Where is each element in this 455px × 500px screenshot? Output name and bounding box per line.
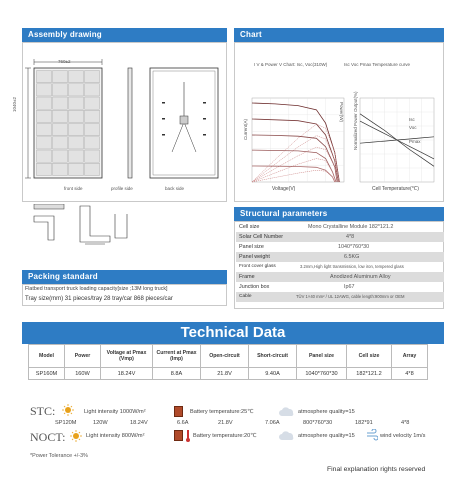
solar-cell [53,97,68,109]
iv-xlabel: Voltage(V) [272,186,296,192]
sun-icon [70,430,82,442]
solar-cell [53,163,68,175]
solar-cell [85,137,100,149]
solar-cell [53,84,68,96]
solar-cell [69,110,84,122]
stc-value-panel: 800*760*30 [303,420,333,426]
stc-atmosphere: atmosphere quality=15 [298,409,355,415]
solar-cell [53,71,68,83]
thermometer-icon [185,430,191,442]
noct-label: NOCT: [30,430,66,444]
solar-cell [85,150,100,162]
solar-cell [69,137,84,149]
stc-value-imp: 6.6A [177,420,189,426]
chart-header: Chart [234,28,444,42]
table-header-row: Model Power Voltage at Pmax (Vmp) Current at Pmax (Imp) Open-circuit Short-circuit Panel size Cell size Array [29,345,428,368]
table-row: Front cover glass 3.2mm,High light transmission, low iron, tempered glass [239,264,404,269]
frame-detail-drawings [30,204,140,254]
packing-line2: Tray size(mm) 31 pieces/tray 28 tray/car 868 pieces/car [25,296,173,302]
iv-y2label: Power(W) [339,102,344,122]
legend-voc: Voc [409,125,417,130]
cloud-icon [278,431,296,441]
solar-cell [69,84,84,96]
solar-cell [69,97,84,109]
iv-ylabel: Current(A) [243,118,248,140]
table-row: Frame Anodized Aluminum Alloy [236,272,444,282]
solar-cell [85,163,100,175]
assembly-drawing [22,42,227,202]
stc-value-vmp: 18.24V [130,420,148,426]
assembly-header: Assembly drawing [22,28,227,42]
solar-cell [37,150,52,162]
solar-cell [69,71,84,83]
iv-power-chart [234,42,444,202]
solar-cell [37,124,52,136]
technical-data-title: Technical Data [22,322,444,344]
temp-xlabel: Cell Temperature(℃) [372,186,419,192]
technical-data-table [28,344,428,380]
battery-icon [174,406,183,417]
table-row: Panel weight 6.5KG [236,252,444,262]
profile-side-label: profile side [111,186,133,191]
stc-value-isc: 7.06A [265,420,280,426]
power-tolerance-note: *Power Tolerance +/-3% [30,453,88,459]
solar-cell [69,124,84,136]
stc-light-intensity: Light intensity 1000W/m² [84,409,146,415]
stc-label: STC: [30,404,56,418]
packing-header: Packing standard [22,270,227,284]
table-row: SP160M 160W 18.24V 8.8A 21.8V 9.40A 1040*760*30 182*121.2 4*8 [29,368,428,380]
structural-header: Structural parameters [234,207,444,221]
solar-cell [37,137,52,149]
solar-cell [53,137,68,149]
solar-cell [85,110,100,122]
stc-value-cell: 182*91 [355,420,373,426]
noct-battery-temp: Battery temperature:20℃ [193,433,257,439]
stc-value-power: 120W [93,420,108,426]
rights-reserved-note: Final explanation rights reserved [327,466,426,473]
solar-cell [69,150,84,162]
solar-cell [85,71,100,83]
solar-cell [37,84,52,96]
noct-wind-velocity: wind velocity 1m/s [380,433,426,439]
stc-value-array: 4*8 [401,420,410,426]
height-dimension-label: 1040±2 [12,97,17,112]
solar-cell [37,97,52,109]
solar-cell [85,84,100,96]
cloud-icon [278,407,296,417]
stc-value-model: SP120M [55,420,77,426]
solar-cell [37,163,52,175]
solar-cell [37,71,52,83]
table-row: Panel size 1040*760*30 [239,244,370,250]
stc-value-voc: 21.8V [218,420,233,426]
iv-plot-frame [252,98,344,182]
table-row: Cable TÜV 1×40 mm² / UL 12AWG, cable length:900mm or OEM [236,292,444,302]
solar-cell [85,97,100,109]
width-dimension-label: 760±2 [58,59,71,64]
solar-cell [53,124,68,136]
legend-pmax: Pmax [409,139,421,144]
stc-battery-temp: Battery temperature:25℃ [190,409,254,415]
iv-chart-caption: I V & Power V Chart: Isc, Voc(310W) [254,62,328,67]
solar-cell [37,110,52,122]
back-side-label: back side [165,186,185,191]
packing-line1: Flatbed transport truck loading capacity[size ;13M long truck] [25,286,168,292]
temp-chart-caption: Isc Voc Pmax Temperature curve [344,62,410,67]
solar-cell [53,150,68,162]
table-row: Cell size Mono Crystalline Module 182*121.2 [239,224,394,230]
legend-isc: Isc [409,117,415,122]
noct-light-intensity: Light intensity 800W/m² [86,433,145,439]
table-row: Solar Cell Number 4*8 [236,232,444,242]
battery-icon [174,430,183,441]
temp-ylabel: Normalized Power Output(%) [353,91,358,150]
noct-atmosphere: atmosphere quality=15 [298,433,355,439]
table-row: Junction box Ip67 [239,284,355,290]
solar-cell [85,124,100,136]
sun-icon [62,404,74,416]
solar-cell [53,110,68,122]
front-side-label: front side [64,186,83,191]
solar-cell [69,163,84,175]
wind-icon [366,429,378,441]
